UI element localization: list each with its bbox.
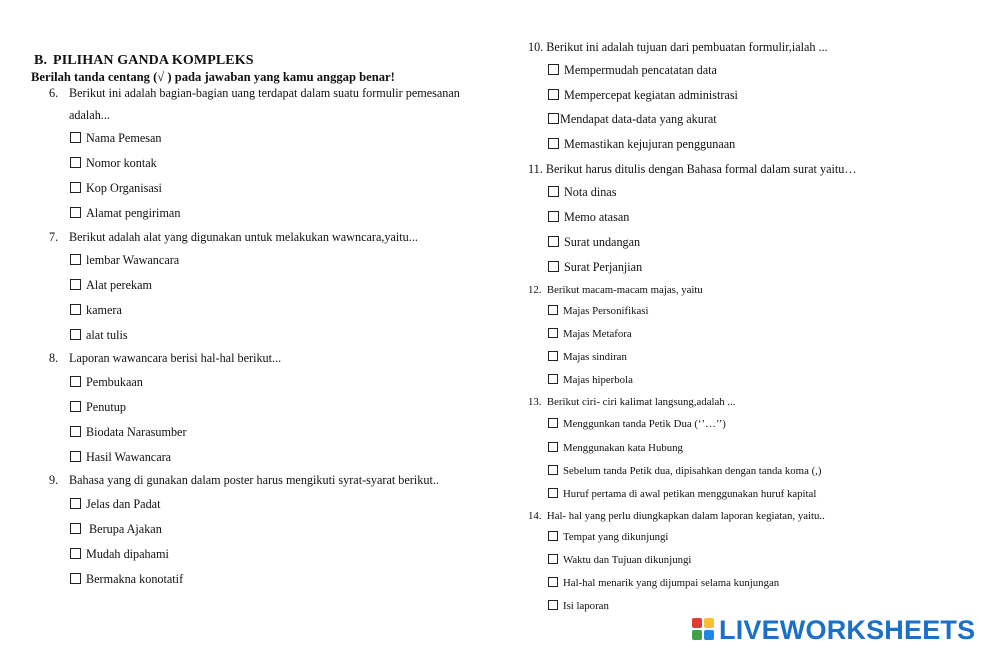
question-6-continuation: adalah... [69,108,110,122]
option[interactable]: Menggunakan kata Hubung [548,442,683,454]
option[interactable]: Memastikan kejujuran penggunaan [548,137,735,152]
option[interactable]: alat tulis [70,328,128,343]
checkbox[interactable] [548,138,559,149]
logo-square [704,618,714,628]
checkbox[interactable] [70,207,81,218]
checkbox[interactable] [548,236,559,247]
checkbox[interactable] [70,573,81,584]
logo-square [692,630,702,640]
checkbox[interactable] [548,600,558,610]
option[interactable]: Berupa Ajakan [70,522,162,537]
question-9: 9. Bahasa yang di gunakan dalam poster harus mengikuti syrat-syarat berikut.. [49,473,439,487]
checkbox[interactable] [548,328,558,338]
option[interactable]: Mendapat data-data yang akurat [548,112,717,127]
checkbox[interactable] [548,531,558,541]
option[interactable]: Sebelum tanda Petik dua, dipisahkan dengan tanda koma (,) [548,465,821,477]
option[interactable]: Nama Pemesan [70,131,161,146]
checkbox[interactable] [548,186,559,197]
checkbox[interactable] [548,374,558,384]
checkbox[interactable] [548,577,558,587]
option[interactable]: Kop Organisasi [70,181,162,196]
option[interactable]: Nomor kontak [70,156,157,171]
option[interactable]: Surat Perjanjian [548,260,642,275]
option[interactable]: Pembukaan [70,375,143,390]
checkbox[interactable] [548,418,558,428]
option[interactable]: Majas Metafora [548,328,632,340]
option[interactable]: lembar Wawancara [70,253,179,268]
option[interactable]: kamera [70,303,122,318]
question-10: 10. Berikut ini adalah tujuan dari pembuatan formulir,ialah ... [528,40,828,54]
checkbox[interactable] [70,426,81,437]
liveworksheets-logo [692,616,975,644]
option[interactable]: Jelas dan Padat [70,497,160,512]
option[interactable]: Tempat yang dikunjungi [548,531,668,543]
option[interactable]: Alamat pengiriman [70,206,180,221]
checkbox[interactable] [70,451,81,462]
checkbox[interactable] [70,523,81,534]
option[interactable]: Menggunkan tanda Petik Dua (‘’…’’) [548,418,726,430]
option[interactable]: Mempermudah pencatatan data [548,63,717,78]
option[interactable]: Majas Personifikasi [548,305,648,317]
checkbox[interactable] [548,211,559,222]
section-title: B. PILIHAN GANDA KOMPLEKS [34,53,254,68]
checkbox[interactable] [548,351,558,361]
question-14: 14. Hal- hal yang perlu diungkapkan dalam laporan kegiatan, yaitu.. [528,510,825,522]
checkbox[interactable] [548,488,558,498]
logo-text: LIVEWORKSHEETS [719,614,976,645]
checkbox[interactable] [548,554,558,564]
checkbox[interactable] [70,304,81,315]
checkbox[interactable] [548,89,559,100]
option[interactable]: Surat undangan [548,235,640,250]
checkbox[interactable] [548,64,559,75]
option[interactable]: Bermakna konotatif [70,572,183,587]
checkbox[interactable] [70,254,81,265]
logo-square [704,630,714,640]
checkbox[interactable] [70,548,81,559]
question-11: 11. Berikut harus ditulis dengan Bahasa formal dalam surat yaitu… [528,162,857,176]
question-7: 7. Berikut adalah alat yang digunakan untuk melakukan wawncara,yaitu... [49,230,418,244]
checkbox[interactable] [70,376,81,387]
checkbox[interactable] [70,498,81,509]
option[interactable]: Majas hiperbola [548,374,633,386]
option[interactable]: Huruf pertama di awal petikan menggunakan huruf kapital [548,488,816,500]
option[interactable]: Majas sindiran [548,351,627,363]
checkbox[interactable] [548,442,558,452]
option[interactable]: Penutup [70,400,126,415]
option[interactable]: Nota dinas [548,185,616,200]
question-12: 12. Berikut macam-macam majas, yaitu [528,284,703,296]
checkbox[interactable] [548,113,559,124]
option[interactable]: Mudah dipahami [70,547,169,562]
option[interactable]: Hasil Wawancara [70,450,171,465]
checkbox[interactable] [548,261,559,272]
instruction-text: Berilah tanda centang (√ ) pada jawaban yang kamu anggap benar! [31,70,395,84]
option[interactable]: Alat perekam [70,278,152,293]
checkbox[interactable] [70,401,81,412]
checkbox[interactable] [70,157,81,168]
question-13: 13. Berikut ciri- ciri kalimat langsung,adalah ... [528,396,736,408]
question-6: 6. Berikut ini adalah bagian-bagian uang terdapat dalam suatu formulir pemesanan [49,86,460,100]
checkbox[interactable] [548,465,558,475]
checkbox[interactable] [70,279,81,290]
option[interactable]: Biodata Narasumber [70,425,187,440]
logo-mark-icon [692,618,716,642]
checkbox[interactable] [70,182,81,193]
question-8: 8. Laporan wawancara berisi hal-hal berikut... [49,351,282,365]
option[interactable]: Mempercepat kegiatan administrasi [548,88,738,103]
checkbox[interactable] [70,329,81,340]
option[interactable]: Isi laporan [548,600,609,612]
checkbox[interactable] [70,132,81,143]
option[interactable]: Memo atasan [548,210,629,225]
option[interactable]: Waktu dan Tujuan dikunjungi [548,554,691,566]
checkbox[interactable] [548,305,558,315]
option[interactable]: Hal-hal menarik yang dijumpai selama kunjungan [548,577,779,589]
logo-square [692,618,702,628]
